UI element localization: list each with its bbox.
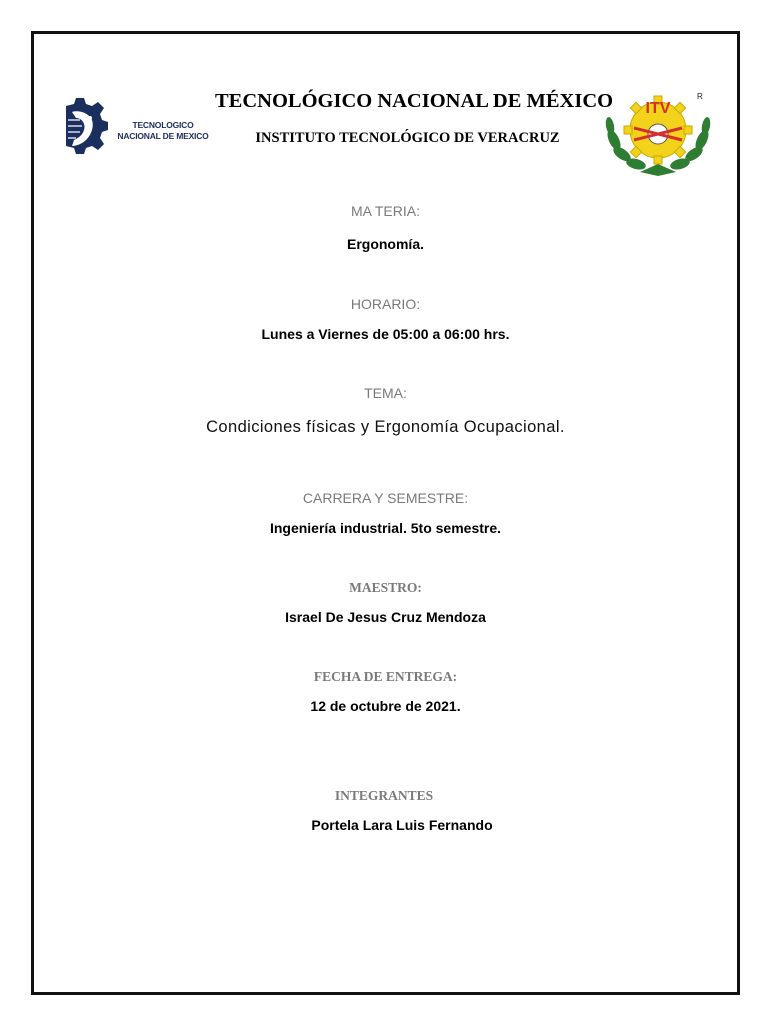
tecnm-logo-text: [110, 120, 216, 142]
itv-logo-text: ITV: [645, 100, 671, 117]
institution-subtitle: INSTITUTO TECNOLÓGICO DE VERACRUZ: [255, 130, 560, 146]
itv-gear-laurel-logo-icon: [600, 88, 716, 178]
integrantes-label: INTEGRANTES: [334, 788, 434, 803]
tecnm-logo-line1: TECNOLOGICO: [132, 120, 194, 130]
carrera-label: CARRERA Y SEMESTRE:: [302, 490, 469, 506]
maestro-value: Israel De Jesus Cruz Mendoza: [285, 609, 486, 625]
tema-value: Condiciones físicas y Ergonomía Ocupacional.: [206, 418, 565, 436]
materia-label: MA TERIA:: [351, 203, 420, 219]
horario-value: Lunes a Viernes de 05:00 a 06:00 hrs.: [261, 326, 510, 342]
horario-label: HORARIO:: [350, 296, 421, 312]
registered-mark: R: [697, 92, 703, 101]
tema-label: TEMA:: [364, 385, 407, 401]
fecha-entrega-label: FECHA DE ENTREGA:: [313, 669, 458, 684]
institution-title: TECNOLÓGICO NACIONAL DE MÉXICO: [215, 90, 614, 112]
carrera-value: Ingeniería industrial. 5to semestre.: [269, 520, 502, 536]
tecnm-logo-line2: NACIONAL DE MEXICO: [117, 131, 209, 141]
fecha-entrega-value: 12 de octubre de 2021.: [310, 698, 461, 714]
maestro-label: MAESTRO:: [349, 580, 422, 595]
integrantes-value: Portela Lara Luis Fernando: [311, 817, 493, 833]
materia-value: Ergonomía.: [346, 236, 424, 252]
